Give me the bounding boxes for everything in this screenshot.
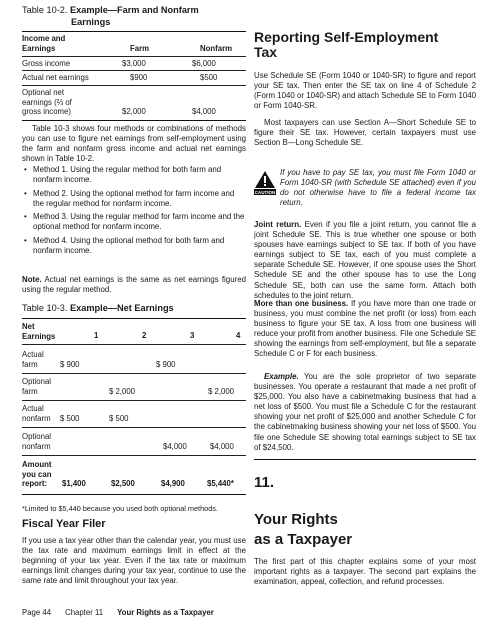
amount-2: $2,500 xyxy=(111,479,135,488)
methods-list xyxy=(22,165,246,260)
optional-farm-2: $ 2,000 xyxy=(109,386,136,396)
reporting-heading-line-2: Tax xyxy=(254,44,278,60)
row-actual-net-farm: $900 xyxy=(130,73,148,82)
label-optional: Optional xyxy=(22,377,52,386)
row-optional-farm-label xyxy=(22,377,51,396)
actual-nonfarm-2: $ 500 xyxy=(109,413,129,423)
header-line-1: Income and xyxy=(22,34,66,43)
optional-nonfarm-4: $4,000 xyxy=(210,441,234,451)
table-10-3-bottom-rule xyxy=(22,494,246,495)
chapter-title xyxy=(254,510,476,550)
amount-4: $5,440* xyxy=(207,479,234,488)
note-text: Actual net earnings is the same as net earnings figured using the regular method. xyxy=(22,275,246,295)
optional-label-line-1: Optional net xyxy=(22,88,65,97)
row-actual-farm-label xyxy=(22,350,44,369)
optional-label-line-3: gross income) xyxy=(22,107,71,116)
optional-nonfarm-3: $4,000 xyxy=(163,441,187,451)
footer-page-number: Page 44 xyxy=(22,608,52,617)
row-rule xyxy=(22,70,246,71)
note-lead: Note. xyxy=(22,275,42,284)
row-rule xyxy=(22,455,246,456)
row-optional-farm: $2,000 xyxy=(122,107,146,116)
row-gross-income-farm: $3,000 xyxy=(122,59,146,68)
example-text: You are the sole proprietor of two separate businesses. You operate a restaurant that made a net profit of $25,000. You also have a cabinetmaking business that had a net loss of $500. You must file a Schedule C for the restaurant showing your net profit of $25,000 and another Schedule C for the cabinetmaking business showing your net loss of $500. You file one Schedule SE showing total earnings subject to SE tax of $24,500. xyxy=(254,372,476,452)
actual-nonfarm-1: $ 500 xyxy=(60,413,80,423)
table-10-2-header-rule xyxy=(22,56,246,57)
col-header-2: 2 xyxy=(142,331,147,340)
table-10-2-bottom-rule xyxy=(22,120,246,121)
more-business-lead: More than one business. xyxy=(254,299,349,308)
footer-chapter: Chapter 11 xyxy=(65,608,104,617)
optional-farm-4: $ 2,000 xyxy=(208,386,235,396)
row-rule xyxy=(22,400,246,401)
table-10-3-heading: Example—Net Earnings xyxy=(70,303,174,313)
actual-farm-3: $ 900 xyxy=(156,359,176,369)
more-business-text: If you have more than one trade or business, you must combine the net profit (or loss) from each business to figure your SE tax. A loss from one business will reduce your profit from another business. File one Schedule SE showing the earnings from self-employment, but file a separate Schedule C or F for each business. xyxy=(254,299,476,359)
table-10-2-header-nonfarm: Nonfarm xyxy=(200,44,233,53)
table-10-2-header-label xyxy=(22,34,65,53)
chapter-divider-rule xyxy=(254,459,476,460)
table-10-2-heading: Example—Farm and Nonfarm xyxy=(70,5,199,15)
footer-title: Your Rights as a Taxpayer xyxy=(117,608,214,617)
caution-text-italic: If you have to pay SE tax, you must file Form 1040 or Form 1040-SR (with Schedule SE attached) even if you do not otherwise have to file a federal income tax return. xyxy=(280,168,476,208)
amount-label-line-1: Amount xyxy=(22,460,52,469)
caution-label: CAUTION xyxy=(254,190,276,195)
table-10-3-footnote: *Limited to $5,440 because you used both optional methods. xyxy=(22,504,218,513)
table-10-3-top-rule xyxy=(22,318,246,319)
row-optional-label xyxy=(22,88,72,117)
table-10-2-title xyxy=(22,4,199,28)
row-actual-net-nonfarm: $500 xyxy=(200,73,218,82)
label-farm: farm xyxy=(22,386,38,396)
method-item: • Method 1. Using the regular method for both farm and nonfarm income. xyxy=(22,165,246,185)
col-header-1: 1 xyxy=(94,331,99,340)
reporting-heading xyxy=(254,30,476,60)
label-farm: farm xyxy=(22,359,38,369)
header-earnings: Earnings xyxy=(22,331,56,341)
header-net: Net xyxy=(22,322,35,331)
row-rule xyxy=(22,427,246,428)
row-amount-label xyxy=(22,460,51,489)
table-10-3-number: Table 10-3. xyxy=(22,303,71,313)
amount-1: $1,400 xyxy=(62,479,86,488)
table-10-2-heading-cont: Earnings xyxy=(71,17,111,27)
fiscal-year-paragraph: If you use a tax year other than the calendar year, you must use the tax rate and maximum earnings limit in effect at the beginning of your tax year. Even if the tax rate or maximum earnings limit changes during your tax year, continue to use the same rate and limit throughout your tax year. xyxy=(22,536,246,586)
actual-farm-1: $ 900 xyxy=(60,359,80,369)
label-actual: Actual xyxy=(22,404,44,413)
col-header-4: 4 xyxy=(236,331,241,340)
example-paragraph xyxy=(254,372,476,453)
joint-return-text: Even if you file a joint return, you cannot file a joint Schedule SE. This is true whether one spouse or both spouses have earnings subject to SE tax. If both of you have earnings subject to SE tax, each of you must complete a separate Schedule SE. However, if one spouse uses the Short Schedule SE and the other spouse has to use the Long Schedule SE, both can use the same form. Attach both schedules to the joint return. xyxy=(254,220,476,300)
example-lead: Example. xyxy=(264,372,299,381)
table-10-3-intro-paragraph: Table 10-3 shows four methods or combinations of methods you can use to figure net earnings from self-employment using the farm and nonfarm gross income and actual net earnings shown in Table 10-2. xyxy=(22,124,246,164)
label-optional: Optional xyxy=(22,432,52,441)
chapter-number: 11. xyxy=(254,474,275,491)
page-footer xyxy=(22,608,214,617)
row-optional-nonfarm-label xyxy=(22,432,51,451)
fiscal-year-heading: Fiscal Year Filer xyxy=(22,518,106,530)
method-item: • Method 2. Using the optional method for farm income and the regular method for nonfarm income. xyxy=(22,189,246,209)
joint-return-lead: Joint return. xyxy=(254,220,302,229)
amount-label-line-3: report: xyxy=(22,479,48,488)
caution-text xyxy=(280,168,476,208)
more-business-paragraph xyxy=(254,299,476,360)
reporting-heading-line-1: Reporting Self-Employment xyxy=(254,29,439,45)
reporting-paragraph-1: Use Schedule SE (Form 1040 or 1040-SR) to figure and report your SE tax. Then enter the SE tax on line 4 of Schedule 2 (Form 1040 or 1040-SR) and attach Schedule SE to Form 1040 or Form 1040-SR. xyxy=(254,71,476,111)
chapter-title-line-2: as a Taxpayer xyxy=(254,531,353,548)
col-header-3: 3 xyxy=(190,331,195,340)
row-gross-income-nonfarm: $6,000 xyxy=(192,59,216,68)
row-rule xyxy=(22,85,246,86)
label-nonfarm: nonfarm xyxy=(22,413,51,423)
label-nonfarm: nonfarm xyxy=(22,441,51,451)
header-line-2: Earnings xyxy=(22,43,56,53)
row-actual-net-label: Actual net earnings xyxy=(22,73,89,82)
label-actual: Actual xyxy=(22,350,44,359)
method-item: • Method 3. Using the regular method for farm income and the optional method for nonfarm income. xyxy=(22,212,246,232)
table-10-2-header-farm: Farm xyxy=(130,44,150,53)
table-10-2-number: Table 10-2. xyxy=(22,5,71,15)
caution-icon xyxy=(254,170,276,196)
amount-label-line-2: you can xyxy=(22,469,52,479)
row-optional-nonfarm: $4,000 xyxy=(192,107,216,116)
table-10-3-header-rule xyxy=(22,344,246,345)
note-paragraph xyxy=(22,275,246,295)
table-10-3-header-label xyxy=(22,322,55,341)
chapter-title-line-1: Your Rights xyxy=(254,511,338,528)
row-rule xyxy=(22,373,246,374)
reporting-paragraph-2: Most taxpayers can use Section A—Short Schedule SE to figure their SE tax. However, certain taxpayers must use Section B—Long Schedule SE. xyxy=(254,118,476,148)
row-actual-nonfarm-label xyxy=(22,404,51,423)
joint-return-paragraph xyxy=(254,220,476,301)
chapter-intro-paragraph: The first part of this chapter explains some of your most important rights as a taxpayer. The second part explains the examination, appeal, collection, and refund processes. xyxy=(254,557,476,587)
row-gross-income-label: Gross income xyxy=(22,59,71,68)
table-10-3-title xyxy=(22,302,174,314)
amount-3: $4,900 xyxy=(161,479,185,488)
method-item: • Method 4. Using the optional method for both farm and nonfarm income. xyxy=(22,236,246,256)
optional-label-line-2: earnings (⅔ of xyxy=(22,97,72,107)
table-10-2-top-rule xyxy=(22,31,246,32)
